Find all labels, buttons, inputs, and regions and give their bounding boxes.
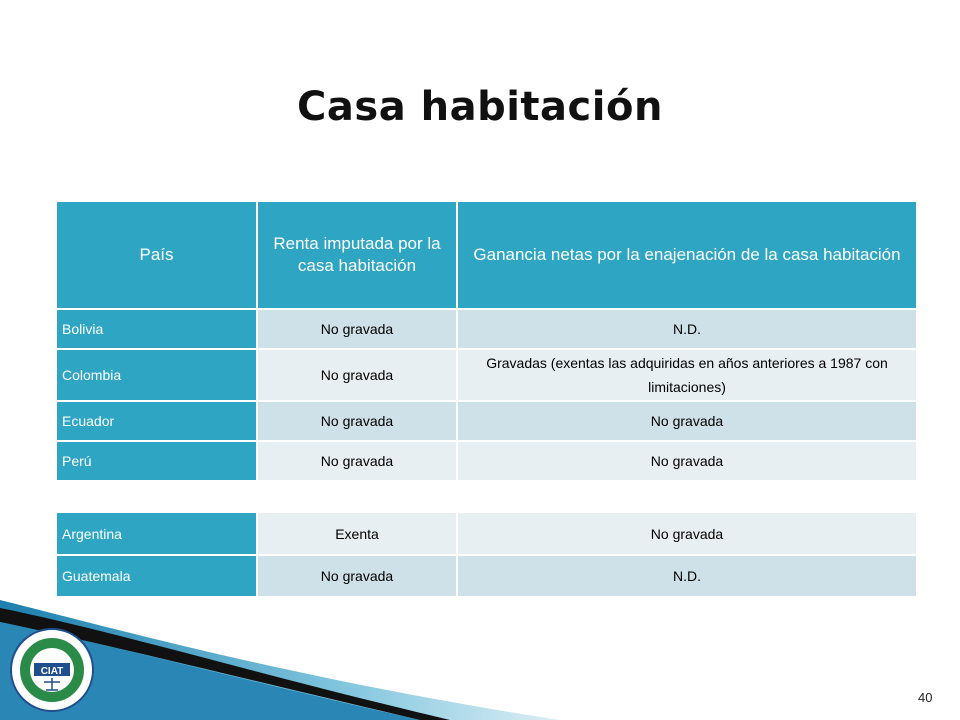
ciat-logo <box>11 629 93 711</box>
page-number: 40 <box>918 690 933 705</box>
renta-cell: No gravada <box>257 349 457 401</box>
country-cell: Argentina <box>57 513 257 555</box>
country-cell: Perú <box>57 441 257 481</box>
renta-cell: No gravada <box>257 401 457 441</box>
bottom-swoosh-decoration <box>0 590 960 720</box>
header-renta: Renta imputada por la casa habitación <box>257 202 457 309</box>
ganancia-cell: No gravada <box>457 513 917 555</box>
renta-cell: No gravada <box>257 441 457 481</box>
country-cell: Guatemala <box>57 555 257 597</box>
table-row <box>57 513 917 555</box>
ganancia-cell: No gravada <box>457 401 917 441</box>
ganancia-cell: Gravadas (exentas las adquiridas en años anteriores a 1987 con limitaciones) <box>457 349 917 401</box>
country-cell: Colombia <box>57 349 257 401</box>
table-header-row <box>57 202 917 309</box>
renta-cell: No gravada <box>257 309 457 349</box>
ganancia-cell: N.D. <box>457 555 917 597</box>
renta-cell: Exenta <box>257 513 457 555</box>
table-row <box>57 349 917 401</box>
logo-text: CIAT <box>40 666 64 677</box>
comparison-table-2 <box>57 513 918 598</box>
ganancia-cell: N.D. <box>457 309 917 349</box>
renta-cell: No gravada <box>257 555 457 597</box>
slide-title: Casa habitación <box>297 84 663 130</box>
header-pais: País <box>57 202 257 309</box>
country-cell: Ecuador <box>57 401 257 441</box>
table-row <box>57 401 917 441</box>
header-ganancia: Ganancia netas por la enajenación de la casa habitación <box>457 202 917 309</box>
comparison-table <box>57 202 918 482</box>
table-row <box>57 441 917 481</box>
country-cell: Bolivia <box>57 309 257 349</box>
table-row <box>57 309 917 349</box>
ganancia-cell: No gravada <box>457 441 917 481</box>
